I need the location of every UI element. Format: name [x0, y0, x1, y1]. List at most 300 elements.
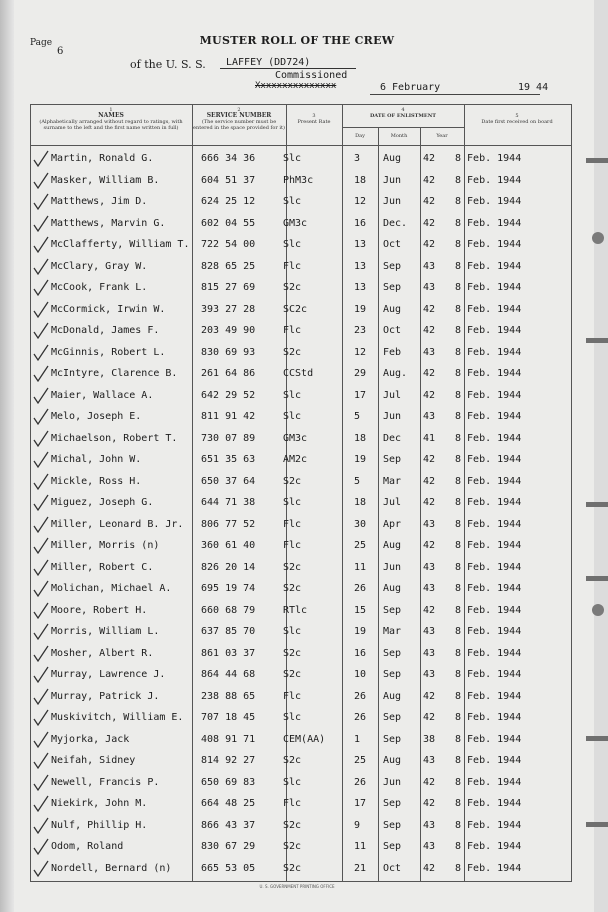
date-underline [370, 94, 540, 95]
cell-mon: Sep [383, 669, 402, 680]
cell-rate: Flc [283, 325, 302, 336]
cell-yr: 43 [423, 755, 436, 766]
cell-name: McDonald, James F. [51, 325, 160, 336]
table-row [31, 472, 571, 495]
cell-yr: 43 [423, 346, 436, 358]
cell-date: 8 Feb. 1944 [455, 798, 522, 809]
cell-mon: Feb [383, 346, 402, 358]
cell-name: Matthews, Jim D. [51, 196, 148, 207]
cell-yr: 42 [423, 174, 436, 186]
cell-svc: 815 27 69 [201, 282, 256, 293]
cell-date: 8 Feb. 1944 [455, 432, 522, 444]
table-row [31, 343, 571, 366]
cell-yr: 42 [423, 239, 436, 250]
cell-date: 8 Feb. 1944 [455, 217, 522, 229]
check-mark-icon [33, 279, 49, 297]
cell-svc: 814 92 27 [201, 755, 256, 766]
table-row [31, 321, 571, 344]
cell-day: 5 [354, 475, 361, 487]
check-mark-icon [33, 430, 49, 448]
table-row [31, 751, 571, 774]
table-row [31, 515, 571, 538]
cell-date: 8 Feb. 1944 [455, 260, 522, 272]
check-mark-icon [33, 774, 49, 792]
cell-name: Morris, William L. [51, 626, 160, 637]
table-row [31, 407, 571, 430]
cell-date: 8 Feb. 1944 [455, 325, 522, 336]
cell-mon: Sep [383, 454, 402, 465]
cell-svc: 642 29 52 [201, 389, 256, 401]
cell-svc: 811 91 42 [201, 411, 256, 422]
status-struck: Xxxxxxxxxxxxxxx [255, 81, 337, 91]
check-mark-icon [33, 408, 49, 426]
table-row [31, 579, 571, 602]
cell-mon: Oct [383, 239, 402, 250]
cell-date: 8 Feb. 1944 [455, 346, 522, 358]
cell-name: Newell, Francis P. [51, 776, 160, 788]
cell-yr: 43 [423, 282, 436, 293]
cell-day: 9 [354, 819, 361, 831]
check-mark-icon [33, 731, 49, 749]
table-row [31, 859, 571, 882]
check-mark-icon [33, 494, 49, 512]
cell-svc: 828 65 25 [201, 260, 256, 272]
cell-mon: Mar [383, 475, 402, 487]
binder-tab [586, 736, 608, 741]
cell-day: 26 [354, 712, 367, 723]
check-mark-icon [33, 688, 49, 706]
cell-mon: Jul [383, 389, 402, 401]
cell-rate: PhM3c [283, 174, 314, 186]
cell-day: 29 [354, 368, 367, 379]
check-mark-icon [33, 645, 49, 663]
cell-yr: 42 [423, 604, 436, 616]
cell-yr: 43 [423, 647, 436, 659]
cell-svc: 864 44 68 [201, 669, 256, 680]
cell-rate: Slc [283, 153, 302, 164]
cell-svc: 650 37 64 [201, 475, 256, 487]
cell-day: 21 [354, 862, 367, 874]
cell-date: 8 Feb. 1944 [455, 669, 522, 680]
check-mark-icon [33, 322, 49, 340]
cell-name: Mosher, Albert R. [51, 647, 154, 659]
cell-yr: 43 [423, 561, 436, 573]
cell-name: Miller, Leonard B. Jr. [51, 518, 184, 530]
cell-yr: 43 [423, 819, 436, 831]
cell-rate: S2c [283, 346, 302, 358]
table-row [31, 644, 571, 667]
cell-yr: 42 [423, 712, 436, 723]
cell-date: 8 Feb. 1944 [455, 712, 522, 723]
cell-yr: 42 [423, 690, 436, 702]
binder-tab [586, 338, 608, 343]
cell-mon: Oct [383, 325, 402, 336]
cell-day: 19 [354, 454, 367, 465]
cell-mon: Sep [383, 647, 402, 659]
check-mark-icon [33, 344, 49, 362]
cell-yr: 42 [423, 153, 436, 164]
cell-rate: S2c [283, 583, 302, 594]
cell-yr: 43 [423, 626, 436, 637]
cell-rate: Slc [283, 712, 302, 723]
roll-date: 6 February [380, 82, 441, 93]
cell-date: 8 Feb. 1944 [455, 647, 522, 659]
binder-tab [586, 502, 608, 507]
cell-mon: Aug [383, 583, 402, 594]
cell-mon: Aug [383, 755, 402, 766]
cell-svc: 830 67 29 [201, 841, 256, 852]
cell-date: 8 Feb. 1944 [455, 174, 522, 186]
table-row [31, 364, 571, 387]
cell-svc: 393 27 28 [201, 303, 256, 315]
cell-date: 8 Feb. 1944 [455, 626, 522, 637]
cell-mon: Apr [383, 518, 402, 530]
cell-date: 8 Feb. 1944 [455, 389, 522, 401]
cell-day: 16 [354, 217, 367, 229]
cell-name: McCormick, Irwin W. [51, 303, 166, 315]
cell-mon: Sep [383, 819, 402, 831]
cell-mon: Sep [383, 604, 402, 616]
cell-name: Myjorka, Jack [51, 733, 130, 745]
cell-name: Molichan, Michael A. [51, 583, 172, 594]
cell-rate: SC2c [283, 303, 308, 315]
cell-name: Miller, Morris (n) [51, 540, 160, 551]
cell-date: 8 Feb. 1944 [455, 583, 522, 594]
cell-svc: 861 03 37 [201, 647, 256, 659]
table-row [31, 536, 571, 559]
page-number-value: 6 [57, 46, 64, 57]
cell-yr: 42 [423, 798, 436, 809]
cell-svc: 408 91 71 [201, 733, 256, 745]
cell-day: 12 [354, 196, 367, 207]
cell-mon: Dec. [383, 217, 408, 229]
table-row [31, 837, 571, 860]
cell-yr: 42 [423, 497, 436, 508]
status-commissioned: Commissioned [275, 70, 348, 81]
cell-name: McIntyre, Clarence B. [51, 368, 178, 379]
cell-date: 8 Feb. 1944 [455, 196, 522, 207]
cell-day: 13 [354, 239, 367, 250]
cell-rate: Flc [283, 690, 302, 702]
binder-tab [586, 822, 608, 827]
printer-footer: U. S. GOVERNMENT PRINTING OFFICE [259, 884, 335, 889]
table-row [31, 558, 571, 581]
cell-rate: AM2c [283, 454, 308, 465]
cell-name: Neifah, Sidney [51, 755, 136, 766]
cell-yr: 42 [423, 389, 436, 401]
cell-mon: Jun [383, 561, 402, 573]
cell-svc: 730 07 89 [201, 432, 256, 444]
cell-name: Nulf, Phillip H. [51, 819, 148, 831]
cell-rate: S2c [283, 841, 302, 852]
cell-svc: 830 69 93 [201, 346, 256, 358]
check-mark-icon [33, 709, 49, 727]
cell-name: Muskivitch, William E. [51, 712, 184, 723]
cell-svc: 664 48 25 [201, 798, 256, 809]
binder-tab [586, 576, 608, 581]
cell-mon: Sep [383, 260, 402, 272]
cell-mon: Jul [383, 497, 402, 508]
cell-svc: 604 51 37 [201, 174, 256, 186]
cell-date: 8 Feb. 1944 [455, 819, 522, 831]
punch-hole [592, 604, 604, 616]
cell-date: 8 Feb. 1944 [455, 862, 522, 874]
table-row [31, 665, 571, 688]
cell-date: 8 Feb. 1944 [455, 841, 522, 852]
cell-name: Miller, Robert C. [51, 561, 154, 573]
cell-name: Maier, Wallace A. [51, 389, 154, 401]
cell-yr: 42 [423, 368, 436, 379]
col-header-received: 5 Date first received on board [481, 113, 553, 125]
cell-date: 8 Feb. 1944 [455, 239, 522, 250]
cell-svc: 637 85 70 [201, 626, 256, 637]
cell-rate: Slc [283, 389, 302, 401]
check-mark-icon [33, 258, 49, 276]
cell-day: 30 [354, 518, 367, 530]
cell-yr: 43 [423, 411, 436, 422]
check-mark-icon [33, 817, 49, 835]
binder-tab [586, 158, 608, 163]
cell-date: 8 Feb. 1944 [455, 303, 522, 315]
cell-name: Niekirk, John M. [51, 798, 148, 809]
cell-day: 10 [354, 669, 367, 680]
table-row [31, 429, 571, 452]
cell-name: Martin, Ronald G. [51, 153, 154, 164]
cell-rate: S2c [283, 755, 302, 766]
cell-rate: Flc [283, 518, 302, 530]
cell-date: 8 Feb. 1944 [455, 153, 522, 164]
cell-rate: S2c [283, 819, 302, 831]
cell-name: Michal, John W. [51, 454, 142, 465]
cell-name: Moore, Robert H. [51, 604, 148, 616]
cell-svc: 665 53 05 [201, 862, 256, 874]
cell-date: 8 Feb. 1944 [455, 282, 522, 293]
cell-svc: 806 77 52 [201, 518, 256, 530]
cell-svc: 826 20 14 [201, 561, 256, 573]
cell-mon: Jun [383, 776, 402, 788]
cell-mon: Jun [383, 411, 402, 422]
cell-svc: 650 69 83 [201, 776, 256, 788]
cell-date: 8 Feb. 1944 [455, 776, 522, 788]
check-mark-icon [33, 516, 49, 534]
cell-svc: 651 35 63 [201, 454, 256, 465]
cell-svc: 866 43 37 [201, 819, 256, 831]
col-header-rate: 3 Present Rate [297, 113, 331, 125]
cell-yr: 42 [423, 217, 436, 229]
cell-svc: 203 49 90 [201, 325, 256, 336]
cell-mon: Aug [383, 690, 402, 702]
cell-name: Miguez, Joseph G. [51, 497, 154, 508]
cell-mon: Sep [383, 798, 402, 809]
cell-rate: S2c [283, 475, 302, 487]
cell-day: 13 [354, 260, 367, 272]
col-header-service: 2 SERVICE NUMBER (The service number must be entered in the space provided for it) [193, 107, 285, 131]
cell-name: McClafferty, William T. [51, 239, 190, 250]
cell-day: 19 [354, 626, 367, 637]
cell-date: 8 Feb. 1944 [455, 604, 522, 616]
cell-day: 13 [354, 282, 367, 293]
cell-yr: 42 [423, 862, 436, 874]
cell-mon: Dec [383, 432, 402, 444]
table-row [31, 149, 571, 172]
cell-yr: 42 [423, 454, 436, 465]
cell-day: 11 [354, 561, 367, 573]
cell-name: Matthews, Marvin G. [51, 217, 166, 229]
table-row [31, 386, 571, 409]
check-mark-icon [33, 602, 49, 620]
cell-rate: RTlc [283, 604, 308, 616]
table-row [31, 278, 571, 301]
binder-edge [586, 0, 608, 912]
page-label: Page [30, 38, 53, 48]
header-divider [31, 145, 571, 146]
cell-mon: Aug [383, 153, 402, 164]
check-mark-icon [33, 795, 49, 813]
cell-rate: CEM(AA) [283, 733, 326, 745]
ship-line [130, 57, 311, 71]
col-header-month: Month [390, 133, 408, 139]
table-row [31, 708, 571, 731]
table-row [31, 235, 571, 258]
cell-svc: 602 04 55 [201, 217, 256, 229]
check-mark-icon [33, 580, 49, 598]
table-row [31, 214, 571, 237]
cell-yr: 42 [423, 540, 436, 551]
cell-date: 8 Feb. 1944 [455, 540, 522, 551]
document-title: MUSTER ROLL OF THE CREW [199, 34, 395, 47]
cell-svc: 722 54 00 [201, 239, 256, 250]
cell-yr: 43 [423, 260, 436, 272]
cell-rate: Slc [283, 626, 302, 637]
cell-name: Murray, Patrick J. [51, 690, 160, 702]
cell-day: 25 [354, 755, 367, 766]
check-mark-icon [33, 236, 49, 254]
cell-date: 8 Feb. 1944 [455, 368, 522, 379]
cell-rate: Slc [283, 196, 302, 207]
cell-rate: Flc [283, 260, 302, 272]
table-row [31, 257, 571, 280]
table-row [31, 816, 571, 839]
check-mark-icon [33, 473, 49, 491]
cell-yr: 43 [423, 669, 436, 680]
cell-yr: 42 [423, 325, 436, 336]
cell-svc: 238 88 65 [201, 690, 256, 702]
cell-date: 8 Feb. 1944 [455, 690, 522, 702]
cell-mon: Mar [383, 626, 402, 637]
cell-day: 18 [354, 174, 367, 186]
cell-date: 8 Feb. 1944 [455, 733, 522, 745]
cell-rate: Flc [283, 798, 302, 809]
cell-name: McCook, Frank L. [51, 282, 148, 293]
cell-day: 3 [354, 153, 361, 164]
cell-day: 23 [354, 325, 367, 336]
cell-rate: S2c [283, 647, 302, 659]
cell-svc: 644 71 38 [201, 497, 256, 508]
cell-name: McGinnis, Robert L. [51, 346, 166, 358]
cell-svc: 707 18 45 [201, 712, 256, 723]
cell-name: McClary, Gray W. [51, 260, 148, 272]
check-mark-icon [33, 559, 49, 577]
cell-day: 26 [354, 776, 367, 788]
cell-yr: 41 [423, 432, 436, 444]
cell-name: Nordell, Bernard (n) [51, 862, 172, 874]
cell-day: 25 [354, 540, 367, 551]
cell-day: 26 [354, 690, 367, 702]
cell-mon: Aug. [383, 368, 408, 379]
status-field [255, 70, 347, 92]
check-mark-icon [33, 623, 49, 641]
cell-day: 15 [354, 604, 367, 616]
check-mark-icon [33, 860, 49, 878]
check-mark-icon [33, 666, 49, 684]
table-row [31, 493, 571, 516]
cell-mon: Jun [383, 196, 402, 207]
cell-day: 26 [354, 583, 367, 594]
table-row [31, 601, 571, 624]
cell-rate: CCStd [283, 368, 314, 379]
cell-name: Melo, Joseph E. [51, 411, 142, 422]
check-mark-icon [33, 301, 49, 319]
cell-mon: Sep [383, 712, 402, 723]
cell-yr: 43 [423, 518, 436, 530]
check-mark-icon [33, 365, 49, 383]
col-header-day: Day [355, 133, 365, 139]
cell-mon: Jun [383, 174, 402, 186]
cell-rate: Slc [283, 776, 302, 788]
cell-mon: Oct [383, 862, 402, 874]
cell-svc: 695 19 74 [201, 583, 256, 594]
cell-yr: 38 [423, 733, 436, 745]
check-mark-icon [33, 387, 49, 405]
cell-yr: 42 [423, 776, 436, 788]
col-header-year: Year [436, 133, 448, 139]
cell-rate: S2c [283, 561, 302, 573]
cell-rate: Flc [283, 540, 302, 551]
check-mark-icon [33, 172, 49, 190]
check-mark-icon [33, 752, 49, 770]
cell-day: 12 [354, 346, 367, 358]
cell-yr: 42 [423, 196, 436, 207]
scan-edge-shadow [0, 0, 14, 912]
cell-day: 17 [354, 798, 367, 809]
of-the-label: of the U. S. S. [130, 58, 206, 71]
cell-date: 8 Feb. 1944 [455, 755, 522, 766]
cell-svc: 660 68 79 [201, 604, 256, 616]
check-mark-icon [33, 215, 49, 233]
cell-rate: S2c [283, 862, 302, 874]
table-row [31, 622, 571, 645]
table-row [31, 773, 571, 796]
table-row [31, 794, 571, 817]
cell-mon: Sep [383, 733, 402, 745]
cell-day: 18 [354, 432, 367, 444]
cell-rate: Slc [283, 497, 302, 508]
cell-date: 8 Feb. 1944 [455, 497, 522, 508]
cell-rate: Slc [283, 411, 302, 422]
cell-yr: 42 [423, 303, 436, 315]
cell-rate: S2c [283, 282, 302, 293]
punch-hole [592, 232, 604, 244]
cell-yr: 42 [423, 475, 436, 487]
cell-day: 11 [354, 841, 367, 852]
check-mark-icon [33, 537, 49, 555]
cell-svc: 666 34 36 [201, 153, 256, 164]
cell-date: 8 Feb. 1944 [455, 561, 522, 573]
cell-day: 17 [354, 389, 367, 401]
check-mark-icon [33, 193, 49, 211]
ship-name: LAFFEY (DD724) [220, 57, 356, 69]
cell-day: 19 [354, 303, 367, 315]
